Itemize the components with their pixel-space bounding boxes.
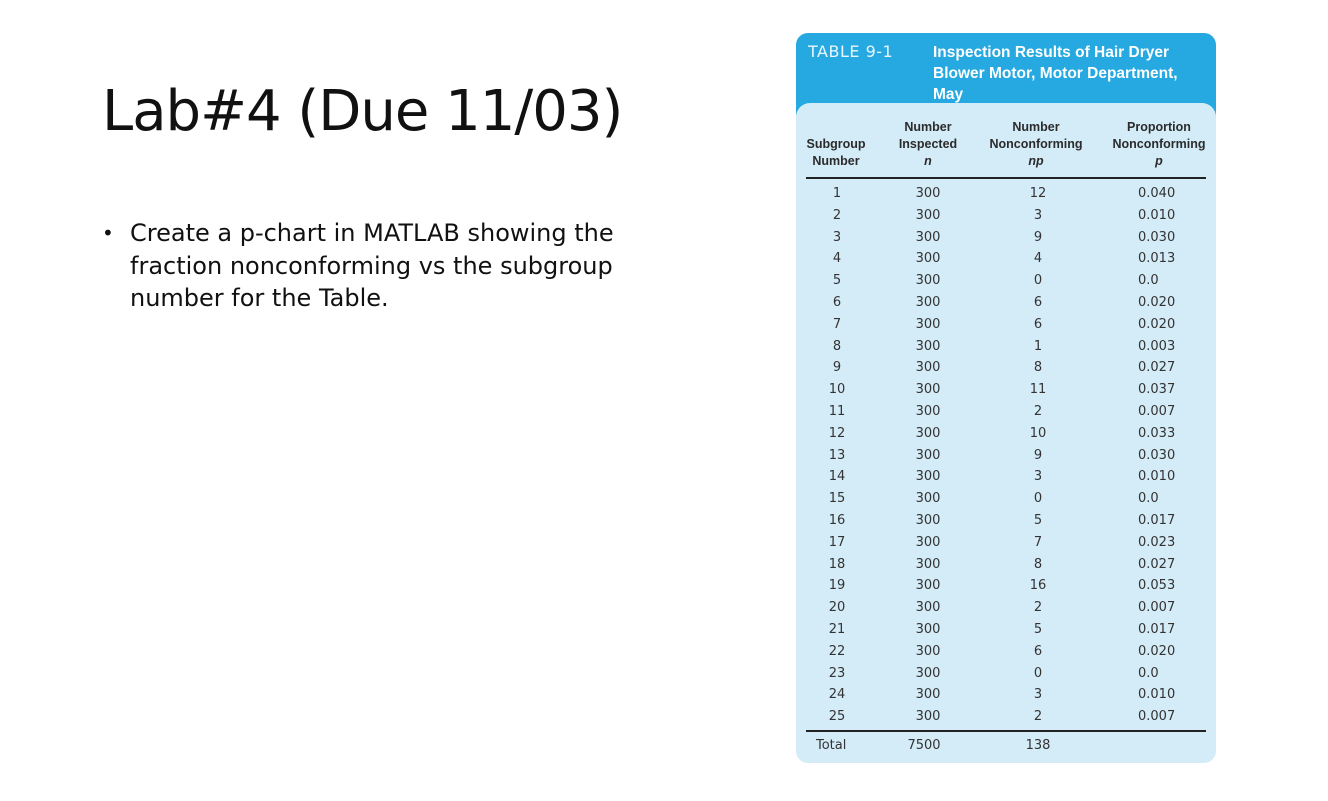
cell-proportion: 0.0	[1138, 273, 1159, 289]
total-nonconforming: 138	[1025, 738, 1051, 753]
total-row	[796, 735, 1216, 757]
cell-proportion: 0.0	[1138, 491, 1159, 507]
cell-nonconforming: 10	[1029, 425, 1047, 441]
column-header-line: Proportion	[1127, 120, 1191, 134]
cell-inspected: 300	[915, 251, 941, 267]
cell-inspected: 300	[915, 186, 941, 201]
cell-inspected: 300	[915, 556, 941, 572]
table-row	[796, 532, 1216, 554]
table-row	[796, 205, 1216, 227]
cell-subgroup: 24	[828, 687, 846, 703]
cell-proportion: 0.020	[1138, 316, 1176, 332]
cell-subgroup: 3	[832, 229, 842, 245]
cell-proportion: 0.007	[1138, 404, 1176, 419]
cell-proportion: 0.030	[1138, 447, 1176, 463]
table-row	[796, 336, 1216, 358]
cell-inspected: 300	[915, 360, 941, 376]
table-row	[796, 248, 1216, 270]
cell-subgroup: 2	[832, 207, 842, 223]
cell-subgroup: 13	[828, 447, 846, 463]
cell-inspected: 300	[915, 513, 941, 528]
cell-inspected: 300	[915, 316, 941, 332]
table-row	[796, 292, 1216, 314]
table-row	[796, 619, 1216, 641]
total-rule	[806, 730, 1206, 732]
column-header-symbol: np	[1028, 154, 1044, 168]
bullet-list	[102, 217, 662, 315]
table-row	[796, 663, 1216, 685]
cell-nonconforming: 2	[1033, 404, 1043, 419]
cell-nonconforming: 2	[1033, 709, 1043, 725]
cell-inspected: 300	[915, 229, 941, 245]
cell-nonconforming: 3	[1033, 687, 1043, 703]
cell-nonconforming: 6	[1033, 643, 1043, 659]
column-header-line: Number	[812, 154, 860, 168]
column-header-line: Nonconforming	[1112, 137, 1206, 151]
table-row	[796, 314, 1216, 336]
cell-proportion: 0.037	[1138, 382, 1176, 398]
cell-subgroup: 12	[828, 425, 846, 441]
table-row	[796, 510, 1216, 532]
cell-proportion: 0.020	[1138, 643, 1176, 659]
cell-inspected: 300	[915, 643, 941, 659]
cell-nonconforming: 3	[1033, 207, 1043, 223]
table-row	[796, 684, 1216, 706]
cell-proportion: 0.033	[1138, 425, 1176, 441]
cell-nonconforming: 0	[1033, 665, 1043, 681]
table-row	[796, 706, 1216, 728]
table-row	[796, 401, 1216, 423]
total-inspected: 7500	[907, 738, 941, 753]
cell-inspected: 300	[915, 534, 941, 550]
cell-nonconforming: 6	[1033, 316, 1043, 332]
cell-inspected: 300	[915, 469, 941, 485]
cell-nonconforming: 8	[1033, 556, 1043, 572]
cell-subgroup: 15	[828, 491, 846, 507]
cell-nonconforming: 12	[1029, 186, 1047, 201]
cell-subgroup: 8	[832, 338, 842, 354]
cell-subgroup: 5	[832, 273, 842, 289]
table-row	[796, 445, 1216, 467]
table-row	[796, 554, 1216, 576]
cell-inspected: 300	[915, 665, 941, 681]
cell-inspected: 300	[915, 600, 941, 616]
cell-inspected: 300	[915, 295, 941, 310]
cell-proportion: 0.053	[1138, 578, 1176, 594]
header-rule	[806, 177, 1206, 179]
table-row	[796, 379, 1216, 401]
bullet-text-line-1: Create a p-chart in MATLAB showing the	[130, 219, 614, 247]
cell-nonconforming: 8	[1033, 360, 1043, 376]
cell-inspected: 300	[915, 578, 941, 594]
cell-subgroup: 6	[832, 295, 842, 310]
cell-proportion: 0.027	[1138, 360, 1176, 376]
cell-proportion: 0.017	[1138, 513, 1176, 528]
table-row	[796, 357, 1216, 379]
table-row	[796, 227, 1216, 249]
table-row	[796, 466, 1216, 488]
cell-proportion: 0.007	[1138, 709, 1176, 725]
cell-proportion: 0.010	[1138, 469, 1176, 485]
table-row	[796, 597, 1216, 619]
cell-proportion: 0.007	[1138, 600, 1176, 616]
cell-nonconforming: 16	[1029, 578, 1047, 594]
cell-proportion: 0.003	[1138, 338, 1176, 354]
cell-inspected: 300	[915, 425, 941, 441]
cell-inspected: 300	[915, 382, 941, 398]
cell-proportion: 0.0	[1138, 665, 1159, 681]
table-row	[796, 183, 1216, 205]
cell-proportion: 0.020	[1138, 295, 1176, 310]
cell-nonconforming: 6	[1033, 295, 1043, 310]
column-header-proportion	[1104, 119, 1214, 170]
cell-nonconforming: 1	[1033, 338, 1043, 354]
column-header-line: Number	[904, 120, 952, 134]
table-caption: Inspection Results of Hair Dryer Blower Motor, Motor Department, May	[933, 44, 1178, 103]
table-row	[796, 575, 1216, 597]
table-row	[796, 641, 1216, 663]
cell-subgroup: 22	[828, 643, 846, 659]
cell-nonconforming: 0	[1033, 273, 1043, 289]
cell-inspected: 300	[915, 622, 941, 637]
cell-inspected: 300	[915, 207, 941, 223]
cell-subgroup: 23	[828, 665, 846, 681]
cell-subgroup: 16	[828, 513, 846, 528]
bullet-text-line-3: number for the Table.	[130, 284, 389, 312]
cell-proportion: 0.030	[1138, 229, 1176, 245]
cell-nonconforming: 0	[1033, 491, 1043, 507]
cell-nonconforming: 11	[1029, 382, 1047, 398]
column-header-line: Nonconforming	[989, 137, 1083, 151]
column-header-symbol: n	[924, 154, 932, 168]
cell-nonconforming: 9	[1033, 447, 1043, 463]
cell-nonconforming: 7	[1033, 534, 1043, 550]
column-header-symbol: p	[1155, 154, 1163, 168]
total-label: Total	[816, 738, 847, 753]
cell-subgroup: 25	[828, 709, 846, 725]
cell-nonconforming: 5	[1033, 513, 1043, 528]
column-header-line: Inspected	[898, 137, 958, 151]
column-header-line: Subgroup	[806, 137, 866, 151]
cell-proportion: 0.010	[1138, 207, 1176, 223]
cell-subgroup: 10	[828, 382, 846, 398]
cell-nonconforming: 2	[1033, 600, 1043, 616]
cell-proportion: 0.017	[1138, 622, 1176, 637]
cell-subgroup: 19	[828, 578, 846, 594]
cell-proportion: 0.027	[1138, 556, 1176, 572]
cell-nonconforming: 3	[1033, 469, 1043, 485]
cell-subgroup: 7	[832, 316, 842, 332]
table-row	[796, 270, 1216, 292]
cell-subgroup: 18	[828, 556, 846, 572]
column-header-line: Number	[1012, 120, 1060, 134]
bullet-icon: •	[102, 221, 114, 245]
cell-subgroup: 21	[828, 622, 846, 637]
table-row	[796, 423, 1216, 445]
cell-inspected: 300	[915, 687, 941, 703]
cell-inspected: 300	[915, 491, 941, 507]
cell-subgroup: 14	[828, 469, 846, 485]
cell-subgroup: 1	[832, 186, 842, 201]
cell-nonconforming: 9	[1033, 229, 1043, 245]
bullet-item	[102, 217, 662, 315]
cell-inspected: 300	[915, 273, 941, 289]
cell-subgroup: 11	[828, 404, 846, 419]
cell-subgroup: 17	[828, 534, 846, 550]
column-header-inspected	[890, 119, 966, 170]
column-header-nonconforming	[982, 119, 1090, 170]
cell-nonconforming: 5	[1033, 622, 1043, 637]
data-table-figure	[796, 33, 1216, 763]
column-header-subgroup	[804, 119, 868, 170]
cell-nonconforming: 4	[1033, 251, 1043, 267]
cell-inspected: 300	[915, 338, 941, 354]
cell-inspected: 300	[915, 404, 941, 419]
cell-proportion: 0.010	[1138, 687, 1176, 703]
table-row	[796, 488, 1216, 510]
cell-proportion: 0.023	[1138, 534, 1176, 550]
bullet-text-line-2: fraction nonconforming vs the subgroup	[130, 251, 613, 280]
table-number: TABLE 9-1	[808, 42, 894, 61]
cell-subgroup: 4	[832, 251, 842, 267]
cell-subgroup: 20	[828, 600, 846, 616]
cell-proportion: 0.040	[1138, 186, 1176, 201]
cell-inspected: 300	[915, 447, 941, 463]
cell-inspected: 300	[915, 709, 941, 725]
cell-subgroup: 9	[832, 360, 842, 376]
slide-title: Lab#4 (Due 11/03)	[102, 79, 623, 144]
column-header-line	[804, 119, 868, 136]
cell-proportion: 0.013	[1138, 251, 1176, 267]
